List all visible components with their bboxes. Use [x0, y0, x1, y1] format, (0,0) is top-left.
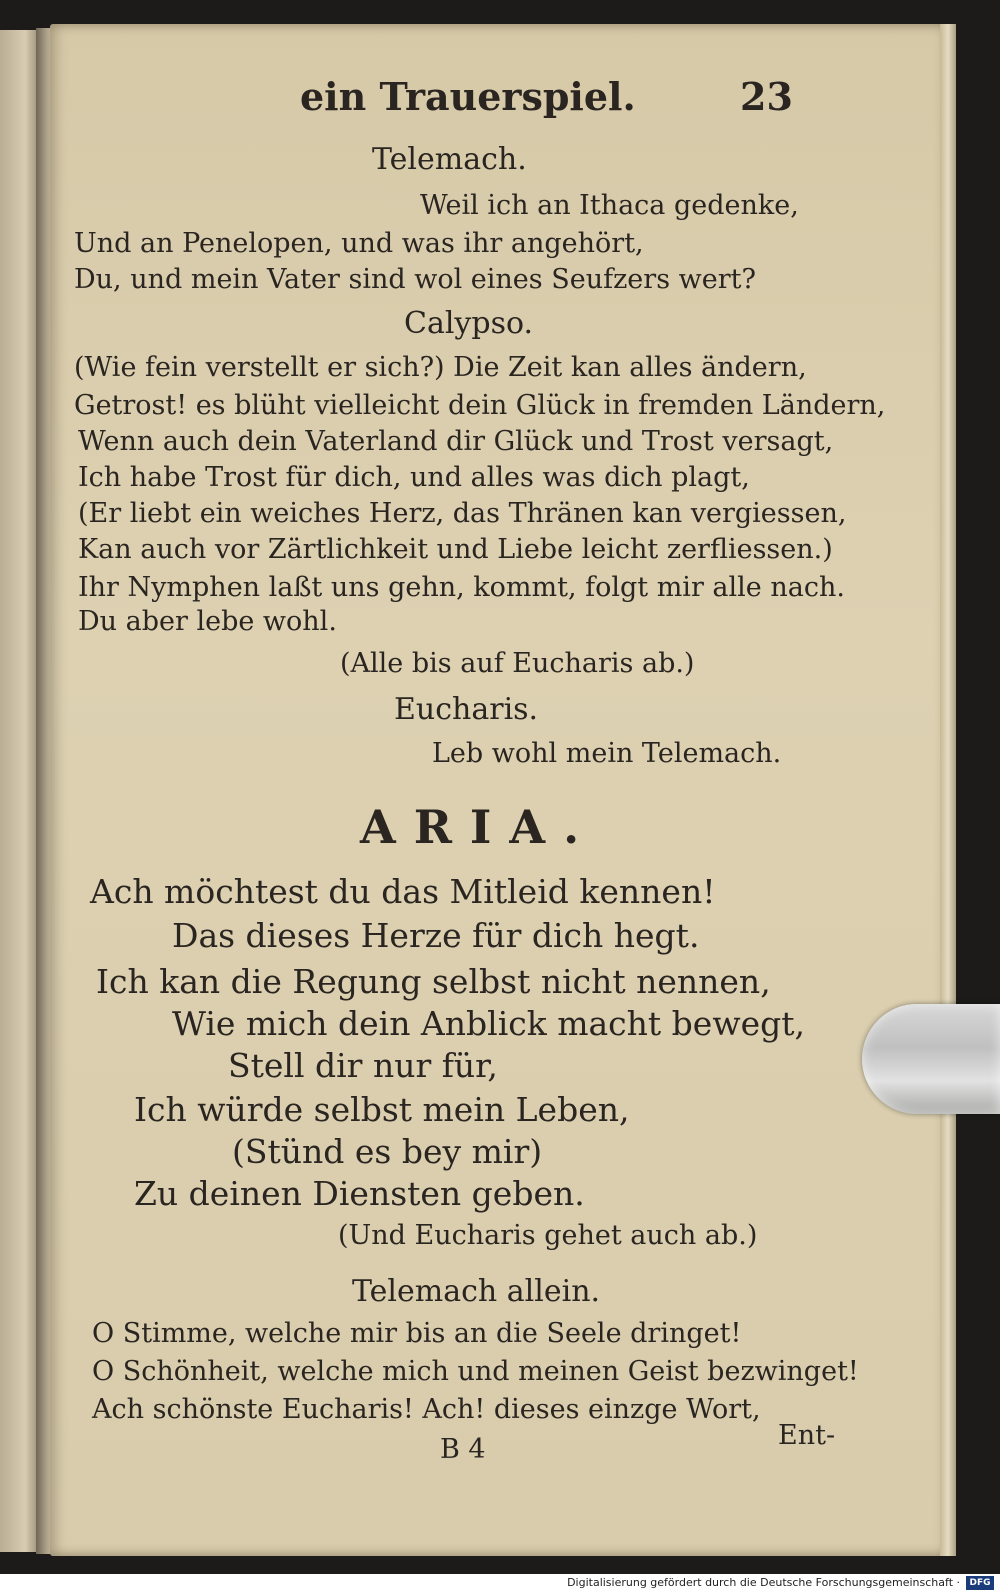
- verse-line: Ihr Nymphen laßt uns gehn, kommt, folgt mir alle nach.: [78, 572, 845, 603]
- dfg-logo: DFG: [966, 1576, 994, 1590]
- verse-line: Ach schönste Eucharis! Ach! dieses einzge Wort,: [92, 1394, 761, 1425]
- stage-direction: (Alle bis auf Eucharis ab.): [340, 648, 695, 679]
- page-edge: [940, 24, 956, 1556]
- verse-line: Kan auch vor Zärtlichkeit und Liebe leicht zerfliessen.): [78, 534, 833, 565]
- aria-line: Ach möchtest du das Mitleid kennen!: [90, 872, 716, 911]
- aria-line: (Stünd es bey mir): [232, 1132, 543, 1171]
- verse-line: O Stimme, welche mir bis an die Seele dringet!: [92, 1318, 742, 1349]
- verse-line: (Er liebt ein weiches Herz, das Thränen kan vergiessen,: [78, 498, 847, 529]
- aria-line: Ich kan die Regung selbst nicht nennen,: [96, 962, 771, 1001]
- verse-line: Ich habe Trost für dich, und alles was dich plagt,: [78, 462, 750, 493]
- speaker-name: Calypso.: [404, 306, 534, 341]
- speaker-name: Telemach.: [372, 142, 527, 177]
- speaker-name: Eucharis.: [394, 692, 539, 727]
- aria-line: Das dieses Herze für dich hegt.: [172, 916, 700, 955]
- speaker-name: Telemach allein.: [352, 1274, 601, 1309]
- verse-line: Und an Penelopen, und was ihr angehört,: [74, 228, 644, 259]
- funding-notice: Digitalisierung gefördert durch die Deutsche Forschungsgemeinschaft ·: [567, 1576, 960, 1589]
- aria-line: Zu deinen Diensten geben.: [134, 1174, 585, 1213]
- signature-mark: B 4: [440, 1434, 486, 1465]
- page-number: 23: [740, 74, 793, 119]
- running-head: ein Trauerspiel.: [300, 74, 636, 119]
- catchword: Ent-: [778, 1420, 836, 1451]
- verse-line: Leb wohl mein Telemach.: [432, 738, 782, 769]
- verse-line: (Wie fein verstellt er sich?) Die Zeit kan alles ändern,: [74, 352, 807, 383]
- aria-line: Ich würde selbst mein Leben,: [134, 1090, 630, 1129]
- verse-line: O Schönheit, welche mich und meinen Geist bezwinget!: [92, 1356, 859, 1387]
- aria-heading: ARIA.: [360, 800, 598, 854]
- stage-direction: (Und Eucharis gehet auch ab.): [338, 1220, 758, 1251]
- aria-line: Stell dir nur für,: [228, 1046, 498, 1085]
- page-clip: [862, 1004, 1000, 1114]
- aria-line: Wie mich dein Anblick macht bewegt,: [172, 1004, 805, 1043]
- verse-line: Wenn auch dein Vaterland dir Glück und Trost versagt,: [78, 426, 834, 457]
- verse-line: Getrost! es blüht vielleicht dein Glück in fremden Ländern,: [74, 390, 886, 421]
- verse-line: Du aber lebe wohl.: [78, 606, 337, 637]
- verse-line: Du, und mein Vater sind wol eines Seufzers wert?: [74, 264, 756, 295]
- verse-line: Weil ich an Ithaca gedenke,: [420, 190, 799, 221]
